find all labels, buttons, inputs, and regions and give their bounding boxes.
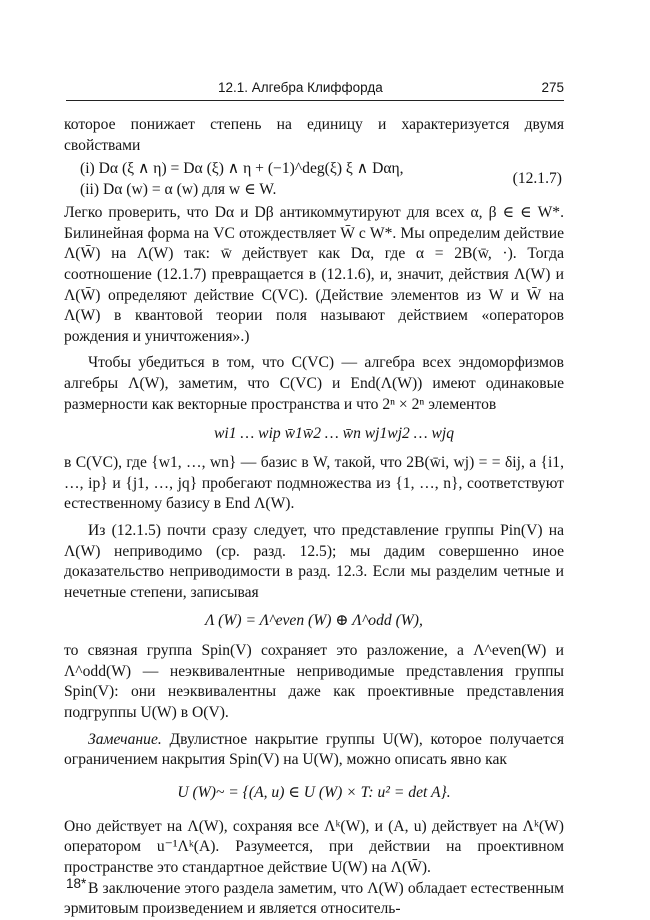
equation-12-1-7: [64, 157, 564, 203]
paragraph-remark: [64, 730, 564, 771]
equation-number: (12.1.7): [512, 170, 562, 188]
paragraph-basis: в C(VC), где {w1, …, wn} — базис в W, такой, что 2B(w̄i, wj) = = δij, а {i1, …, ip} и {j1, …, jq} пробегают подмножества из {1, …, n}, соответствуют естественному базису в End Λ(W).: [64, 454, 564, 513]
paragraph-endomorphisms: Чтобы убедиться в том, что C(VC) — алгебра всех эндоморфизмов алгебры Λ(W), заметим, что C(VC) и End(Λ(W)) имеют одинаковые размерности как векторные пространства и что 2ⁿ × 2ⁿ элементов: [64, 354, 564, 413]
section-title: 12.1. Алгебра Клиффорда: [218, 80, 383, 95]
page-number: 275: [541, 80, 564, 95]
intro-text: которое понижает степень на единицу и характеризуется двумя свойствами: [64, 116, 564, 154]
paragraph-conclusion: В заключение этого раздела заметим, что Λ(W) обладает естественным эрмитовым произведением и является относитель-: [64, 879, 564, 918]
paragraph-irreducible: Из (12.1.5) почти сразу следует, что представление группы Pin(V) на Λ(W) неприводимо (ср. разд. 12.5); мы дадим совершенно иное доказательство неприводимости в разд. 12.3. Если мы разделим четные и нечетные степени, записывая: [64, 521, 564, 601]
remark-label: Замечание.: [88, 730, 162, 748]
display-decomposition: Λ (W) = Λ^even (W) ⊕ Λ^odd (W),: [205, 612, 423, 630]
condition-i: (i) Dα (ξ ∧ η) = Dα (ξ) ∧ η + (−1)^deg(ξ) ξ ∧ Dαη,: [80, 160, 404, 178]
paragraph-spin: то связная группа Spin(V) сохраняет это разложение, а Λ^even(W) и Λ^odd(W) — неэквивалентные неприводимые представления группы Spin(V): они неэквивалентны даже как проективные представления подгруппы U(W) в O(V).: [64, 642, 564, 722]
display-basis-elements: wi1 … wip w̄1w̄2 … w̄n wj1wj2 … wjq: [213, 425, 455, 443]
display-double-cover: U (W)~ = {(A, u) ∈ U (W) × T: u² = det A}.: [177, 783, 451, 801]
remark-text: Двулистное накрытие группы U(W), которое получается ограничением накрытия Spin(V) на U(W), можно описать явно как: [64, 730, 564, 769]
condition-ii: (ii) Dα (w) = α (w) для w ∈ W.: [80, 181, 277, 199]
paragraph-anticommute: Легко проверить, что Dα и Dβ антикоммутируют для всех α, β ∈ ∈ W*. Билинейная форма на VC отождествляет W̄ с W*. Мы определим действие Λ(W̄) на Λ(W) так: w̄ действует как Dα, где α = 2B(w̄, ·). Тогда соотношение (12.1.7) превращается в (12.1.6), и, значит, действия Λ(W) и Λ(W̄) определяют действие C(VC). (Действие элементов из W и W̄ на Λ(W) в квантовой теории поля называют действием «операторов рождения и уничтожения».): [64, 204, 564, 345]
signature-mark: 18*: [66, 876, 87, 891]
page-body: [64, 115, 564, 920]
running-header: [66, 74, 564, 101]
paragraph-action: Оно действует на Λ(W), сохраняя все Λᵏ(W), и (A, u) действует на Λᵏ(W) оператором u⁻¹Λᵏ(A). Разумеется, при действии на проективном пространстве это стандартное действие U(W) на Λ(W̄).: [64, 817, 564, 877]
